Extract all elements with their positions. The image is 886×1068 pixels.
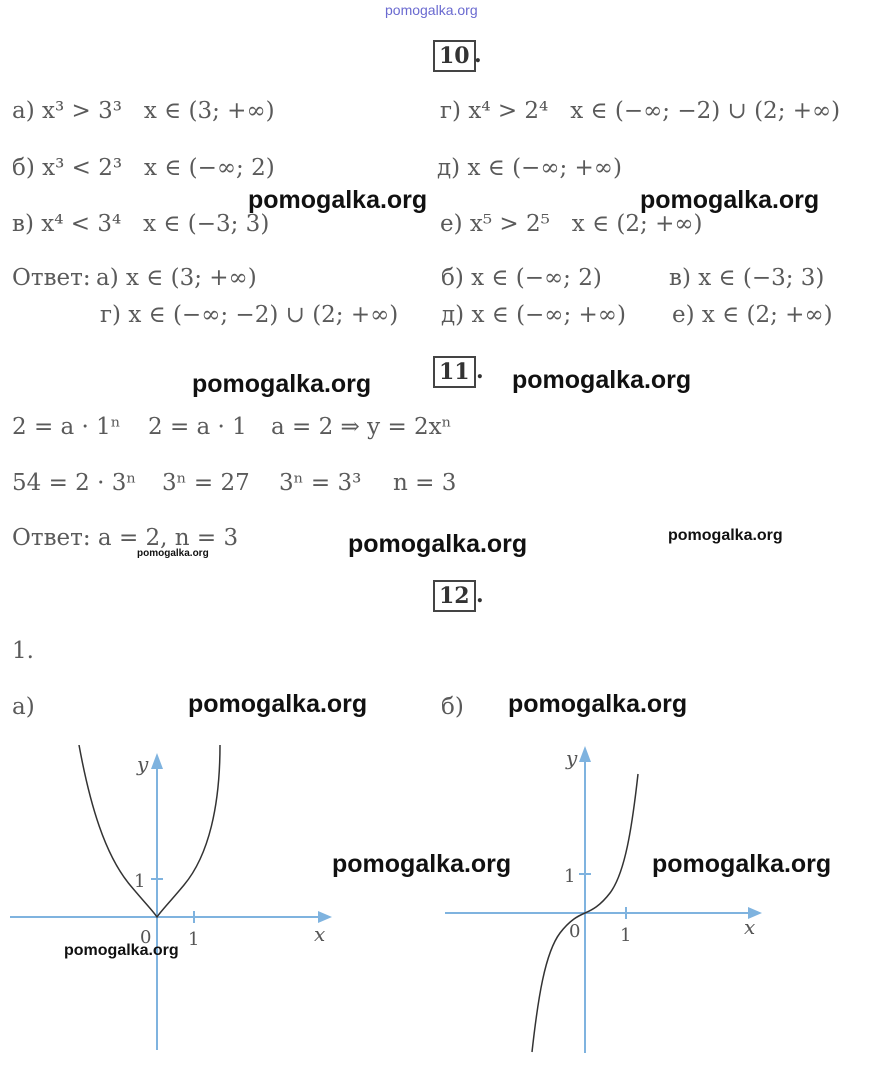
graph-a [10,745,340,1055]
p11-answer: Ответ: a = 2, n = 3 [12,525,239,551]
p11-line2-a: 54 = 2 · 3ⁿ [12,470,137,496]
graph-b-label: б) [441,694,464,720]
p11-line1-b: 2 = a · 1 [148,414,247,440]
x-label: x [314,922,326,946]
p10-answer-e: е) x ∈ (2; +∞) [672,302,833,328]
watermark: pomogalka.org [137,548,209,559]
header-watermark[interactable]: pomogalka.org [385,2,478,18]
zero-label: 0 [569,921,581,942]
p10-item-b: б) x³ < 2³ x ∈ (−∞; 2) [12,155,275,181]
p11-line1-c: a = 2 ⇒ y = 2xⁿ [271,414,452,440]
problem-number-dot: . [476,582,484,608]
y-label: y [566,746,578,770]
p10-answer-b: б) x ∈ (−∞; 2) [441,265,602,291]
p10-item-a: а) x³ > 3³ x ∈ (3; +∞) [12,98,275,124]
watermark: pomogalka.org [64,942,179,959]
y-axis-arrow-icon [151,753,163,769]
problem-number-dot: . [474,42,482,68]
p10-answer-label: Ответ: [12,265,91,291]
watermark: pomogalka.org [640,186,820,214]
watermark: pomogalka.org [668,527,783,544]
x-label: x [744,915,756,939]
problem-number-10: 10 [433,40,476,72]
watermark: pomogalka.org [332,850,512,878]
watermark: pomogalka.org [188,690,368,718]
p10-answer-g: г) x ∈ (−∞; −2) ∪ (2; +∞) [100,302,399,328]
y-one-label: 1 [134,871,146,892]
p11-line2-c: 3ⁿ = 3³ [279,470,362,496]
p10-answer-v: в) x ∈ (−3; 3) [669,265,825,291]
p11-line1-a: 2 = a · 1ⁿ [12,414,121,440]
watermark: pomogalka.org [512,366,692,394]
p10-answer-a: а) x ∈ (3; +∞) [96,265,257,291]
watermark: pomogalka.org [192,370,372,398]
watermark: pomogalka.org [508,690,688,718]
y-label: y [137,752,149,776]
watermark: pomogalka.org [652,850,832,878]
graph-b [440,738,770,1058]
x-one-label: 1 [620,925,632,946]
p10-answer-d: д) x ∈ (−∞; +∞) [441,302,626,328]
p12-sub: 1. [12,638,34,664]
p10-item-v: в) x⁴ < 3⁴ x ∈ (−3; 3) [12,211,270,237]
curve-a [79,745,220,917]
p10-item-d: д) x ∈ (−∞; +∞) [437,155,622,181]
watermark: pomogalka.org [248,186,428,214]
p10-item-g: г) x⁴ > 2⁴ x ∈ (−∞; −2) ∪ (2; +∞) [440,98,841,124]
x-one-label: 1 [188,929,200,950]
p11-line2-d: n = 3 [393,470,457,496]
problem-number-12: 12 [433,580,476,612]
p10-item-e: е) x⁵ > 2⁵ x ∈ (2; +∞) [440,211,703,237]
y-axis-arrow-icon [579,746,591,762]
y-one-label: 1 [564,866,576,887]
p11-line2-b: 3ⁿ = 27 [162,470,250,496]
problem-number-11: 11 [433,356,476,388]
graph-a-label: а) [12,694,35,720]
watermark: pomogalka.org [348,530,528,558]
zero-label: 0 [140,927,152,948]
problem-number-dot: . [476,358,484,384]
